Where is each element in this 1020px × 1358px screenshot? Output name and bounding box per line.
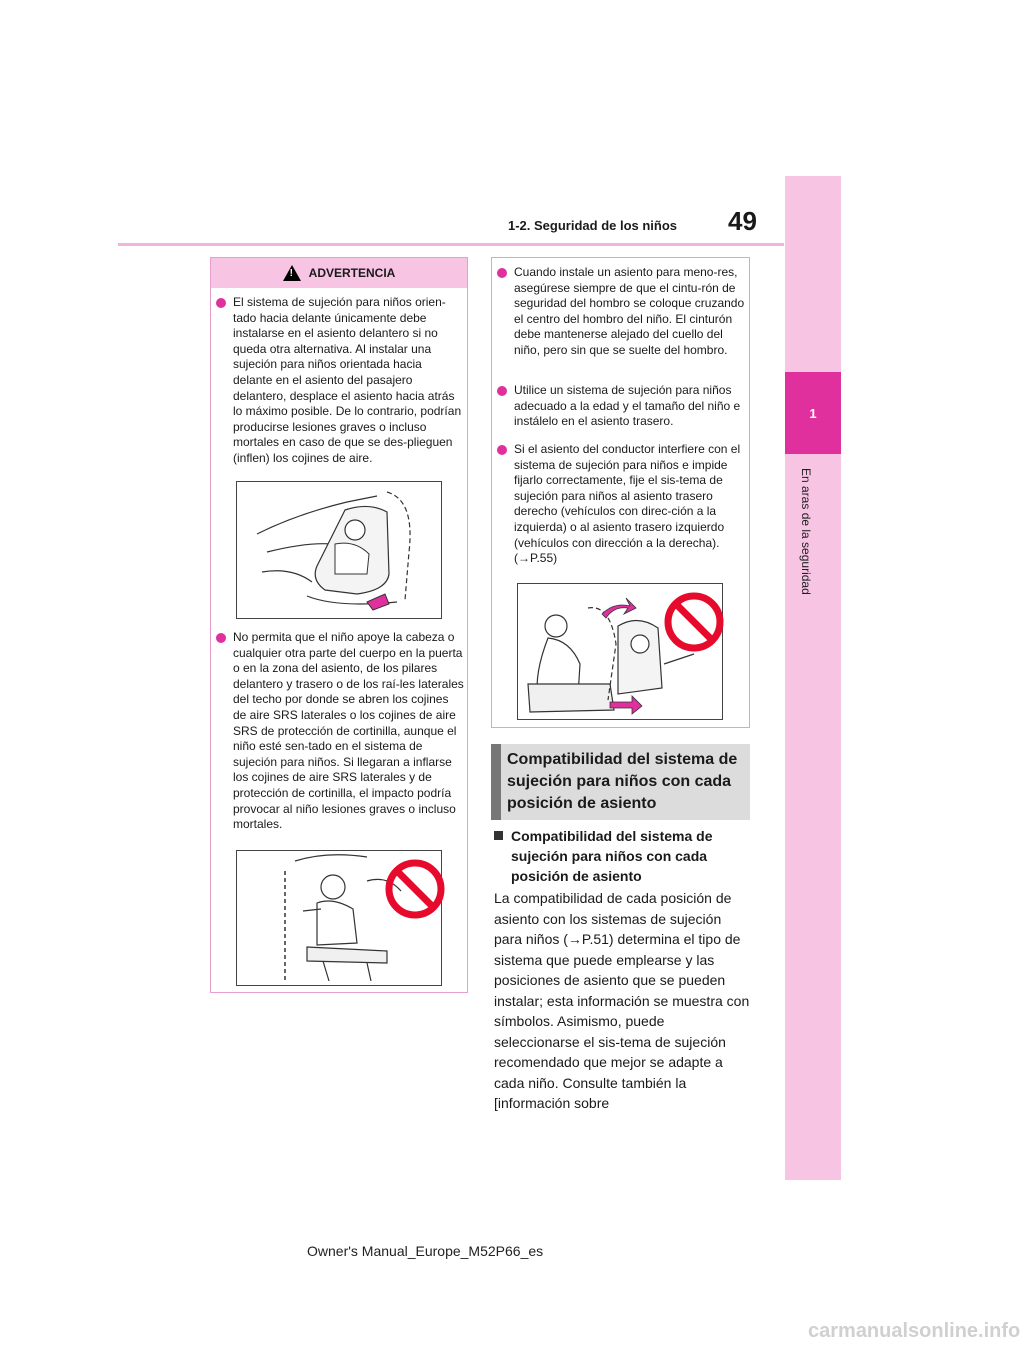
- section-heading-bar: [491, 744, 501, 820]
- front-child-seat-drawing: [237, 482, 443, 620]
- subheading: [494, 826, 744, 886]
- illustration-driver-seat-interference: [517, 583, 723, 720]
- side-tab: [785, 176, 841, 1180]
- info-item-text: Utilice un sistema de sujeción para niños adecuado a la edad y el tamaño del niño e instálelo en el asiento trasero.: [514, 383, 741, 429]
- illustration-front-child-seat: [236, 481, 442, 619]
- square-bullet-icon: [494, 831, 503, 840]
- footer-text: Owner's Manual_Europe_M52P66_es: [307, 1243, 544, 1259]
- bullet-icon: [497, 386, 507, 396]
- warning-item: [216, 295, 464, 467]
- warning-title: ADVERTENCIA: [308, 266, 396, 280]
- page-number: 49: [728, 206, 757, 236]
- subheading-text: Compatibilidad del sistema de sujeción para niños con cada posición de asiento: [511, 828, 713, 884]
- warning-header: [211, 258, 467, 288]
- section-title: 1-2. Seguridad de los niños: [508, 218, 678, 233]
- warning-item-text: No permita que el niño apoye la cabeza o cualquier otra parte del cuerpo en la puerta o en la zona del asiento, de los pilares delantero y trasero o de los raí-les laterales del techo por donde se abren los cojines de aire SRS laterales o los cojines de aire SRS de protección de cortinilla, aunque el niño esté sen-tado en el sistema de sujeción para niños. Si llegaran a inflarse los cojines de aire SRS laterales y de protección de cortinilla, el impacto podría provocar al niño lesiones graves o incluso mortales.: [233, 630, 464, 832]
- info-item: [497, 383, 745, 430]
- chapter-number-tab[interactable]: 1: [785, 372, 841, 454]
- illustration-child-leaning: [236, 850, 442, 986]
- info-item-text: Si el asiento del conductor interfiere con el sistema de sujeción para niños e impide fijarlo correctamente, fije el sis-tema de sujeción para niños al asiento trasero derecho (vehículos con direc-ción a la izquierda) o al asiento trasero izquierdo (vehículos con dirección a la derecha). (→P.55): [514, 442, 741, 566]
- watermark: carmanualsonline.info: [808, 1320, 1020, 1342]
- body-paragraph: La compatibilidad de cada posición de asiento con los sistemas de sujeción para niños (→P.51) determina el tipo de sistema que puede emplearse y las posiciones de asiento que se pueden instalar; esta información se muestra con símbolos. Asimismo, puede seleccionarse el sis-tema de sujeción recomendado que mejor se adapte a cada niño. Consulte también la [información sobre: [494, 890, 750, 1111]
- child-leaning-drawing: [237, 851, 443, 987]
- chapter-title: En aras de la seguridad: [799, 468, 813, 595]
- bullet-icon: [216, 298, 226, 308]
- driver-seat-drawing: [518, 584, 724, 721]
- bullet-icon: [497, 445, 507, 455]
- warning-icon: [283, 265, 301, 281]
- bullet-icon: [216, 633, 226, 643]
- bullet-icon: [497, 268, 507, 278]
- info-item: [497, 265, 745, 359]
- warning-item: [216, 630, 464, 833]
- warning-item-text: El sistema de sujeción para niños orien-tado hacia delante únicamente debe instalarse en el asiento delantero si no queda otra alternativa. Al instalar una sujeción para niños orientada hacia delante en el asiento del pasajero delantero, desplace el asiento hacia atrás lo máximo posible. De lo contrario, podrían producirse lesiones graves o incluso mortales en caso de que se des-plieguen (inflen) los cojines de aire.: [233, 295, 462, 465]
- section-heading: Compatibilidad del sistema de sujeción para niños con cada posición de asiento: [507, 751, 738, 812]
- header-divider: [118, 243, 784, 246]
- info-item: [497, 442, 745, 567]
- section-heading-box: [491, 744, 750, 820]
- info-item-text: Cuando instale un asiento para meno-res, asegúrese siempre de que el cintu-rón de seguridad del hombro se coloque cruzando el centro del hombro del niño. El cinturón debe mantenerse alejado del cuello del niño, pero sin que se suelte del hombro.: [514, 265, 745, 357]
